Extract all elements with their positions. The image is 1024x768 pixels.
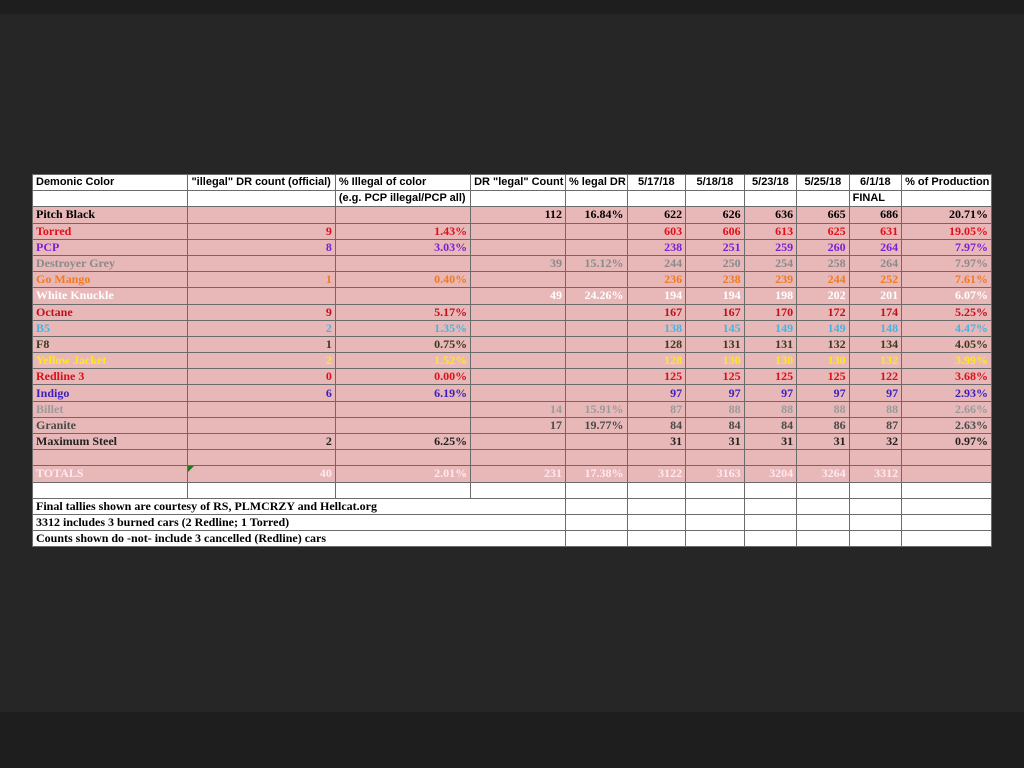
pct-legal-cell: 24.26% [565,288,627,304]
illegal-count-cell: 1 [188,336,335,352]
pct-production-cell: 5.25% [902,304,992,320]
color-name-cell: Pitch Black [33,207,188,223]
pct-production-cell [902,482,992,498]
legal-count-cell [471,353,566,369]
empty-cell [744,531,796,547]
legal-count-cell [471,272,566,288]
pct-illegal-cell: 0.75% [335,336,470,352]
note-row [33,531,992,547]
pct-legal-cell [565,239,627,255]
blank-row [33,482,992,498]
pct-production-cell [902,466,992,482]
date-4-cell: 125 [797,369,849,385]
color-name-cell: Go Mango [33,272,188,288]
illegal-count-cell: 0 [188,369,335,385]
empty-cell [797,498,849,514]
header-sub-cell [744,191,796,207]
note-text: 3312 includes 3 burned cars (2 Redline; 1 Torred) [33,514,566,530]
date-3-cell: 130 [744,353,796,369]
date-1-cell: 236 [627,272,686,288]
date-5-cell: 134 [849,336,901,352]
pct-illegal-cell [335,288,470,304]
table-row [33,320,992,336]
color-name-cell: Maximum Steel [33,434,188,450]
note-row [33,514,992,530]
table-row [33,288,992,304]
pct-illegal-cell [335,207,470,223]
date-3-cell: 3204 [744,466,796,482]
date-2-cell: 3163 [686,466,745,482]
empty-cell [849,514,901,530]
pct-illegal-cell: 3.03% [335,239,470,255]
header-sub-cell [627,191,686,207]
color-name-cell: Indigo [33,385,188,401]
legal-count-cell [471,223,566,239]
pct-illegal-cell: 1.35% [335,320,470,336]
color-name-cell: Octane [33,304,188,320]
empty-cell [744,498,796,514]
color-name-cell: Torred [33,223,188,239]
date-3-cell: 88 [744,401,796,417]
illegal-count-cell: 40 [188,466,335,482]
date-1-cell [627,482,686,498]
date-5-cell: 174 [849,304,901,320]
table-row [33,207,992,223]
illegal-count-cell: 1 [188,272,335,288]
pct-production-cell: 2.93% [902,385,992,401]
legal-count-cell: 39 [471,255,566,271]
table-body [33,175,992,547]
pct-production-cell: 19.05% [902,223,992,239]
date-5-cell: 88 [849,401,901,417]
pct-production-cell: 0.97% [902,434,992,450]
empty-cell [627,514,686,530]
pct-legal-cell: 17.38% [565,466,627,482]
header-sub-cell [471,191,566,207]
date-3-cell [744,450,796,466]
header-sub-cell [188,191,335,207]
date-2-cell: 626 [686,207,745,223]
color-name-cell: Redline 3 [33,369,188,385]
color-name-cell: TOTALS [33,466,188,482]
date-2-cell: 88 [686,401,745,417]
date-5-cell: 148 [849,320,901,336]
illegal-count-cell: 2 [188,320,335,336]
header-pct-legal: % legal DR [565,175,627,191]
date-5-cell: 264 [849,255,901,271]
date-1-cell: 244 [627,255,686,271]
pct-legal-cell [565,434,627,450]
date-3-cell [744,482,796,498]
illegal-count-cell [188,255,335,271]
date-4-cell: 31 [797,434,849,450]
date-1-cell: 128 [627,353,686,369]
date-2-cell: 251 [686,239,745,255]
empty-cell [797,514,849,530]
date-1-cell: 138 [627,320,686,336]
header-pct-illegal-sub: (e.g. PCP illegal/PCP all) [335,191,470,207]
header-date-4: 5/25/18 [797,175,849,191]
pct-illegal-cell [335,417,470,433]
date-2-cell: 238 [686,272,745,288]
date-1-cell: 238 [627,239,686,255]
pct-legal-cell [565,304,627,320]
empty-cell [565,514,627,530]
color-name-cell: Granite [33,417,188,433]
pct-production-cell: 3.68% [902,369,992,385]
legal-count-cell: 231 [471,466,566,482]
pct-production-cell: 6.07% [902,288,992,304]
pct-legal-cell [565,450,627,466]
date-3-cell: 198 [744,288,796,304]
pct-illegal-cell: 6.19% [335,385,470,401]
date-4-cell: 172 [797,304,849,320]
color-name-cell [33,450,188,466]
bottom-frame-bar [0,712,1024,768]
table-row [33,434,992,450]
header-date-1: 5/17/18 [627,175,686,191]
table-row [33,401,992,417]
demonic-color-table [32,174,992,547]
pct-legal-cell [565,369,627,385]
empty-cell [686,514,745,530]
date-4-cell: 3264 [797,466,849,482]
legal-count-cell [471,482,566,498]
header-pct-production: % of Production [902,175,992,191]
date-1-cell: 84 [627,417,686,433]
illegal-count-cell: 9 [188,304,335,320]
date-4-cell: 97 [797,385,849,401]
pct-production-cell: 2.63% [902,417,992,433]
color-name-cell: F8 [33,336,188,352]
illegal-count-cell [188,401,335,417]
table-row [33,304,992,320]
date-3-cell: 254 [744,255,796,271]
date-5-cell: 252 [849,272,901,288]
date-3-cell: 97 [744,385,796,401]
table-row [33,353,992,369]
illegal-count-cell [188,207,335,223]
color-name-cell: Yellow Jacket [33,353,188,369]
date-1-cell: 128 [627,336,686,352]
date-1-cell: 87 [627,401,686,417]
pct-legal-cell [565,385,627,401]
legal-count-cell [471,385,566,401]
header-sub-cell [686,191,745,207]
pct-illegal-cell: 5.17% [335,304,470,320]
pct-production-cell: 7.61% [902,272,992,288]
empty-cell [744,514,796,530]
pct-legal-cell: 19.77% [565,417,627,433]
legal-count-cell: 112 [471,207,566,223]
date-4-cell [797,482,849,498]
date-4-cell: 244 [797,272,849,288]
date-2-cell: 145 [686,320,745,336]
pct-production-cell: 3.99% [902,353,992,369]
date-1-cell: 194 [627,288,686,304]
legal-count-cell: 49 [471,288,566,304]
note-text: Final tallies shown are courtesy of RS, PLMCRZY and Hellcat.org [33,498,566,514]
date-1-cell: 603 [627,223,686,239]
date-5-cell: 686 [849,207,901,223]
date-5-cell: 132 [849,353,901,369]
date-3-cell: 149 [744,320,796,336]
date-4-cell: 202 [797,288,849,304]
date-4-cell: 625 [797,223,849,239]
date-4-cell: 86 [797,417,849,433]
date-2-cell: 31 [686,434,745,450]
pct-illegal-cell [335,255,470,271]
date-3-cell: 84 [744,417,796,433]
illegal-count-cell [188,450,335,466]
header-date-5-sub: FINAL [849,191,901,207]
pct-legal-cell [565,336,627,352]
header-illegal-count: "illegal" DR count (official) [188,175,335,191]
color-name-cell: PCP [33,239,188,255]
legal-count-cell [471,304,566,320]
pct-legal-cell [565,353,627,369]
date-5-cell [849,450,901,466]
date-3-cell: 636 [744,207,796,223]
date-3-cell: 31 [744,434,796,450]
empty-cell [849,531,901,547]
date-2-cell: 250 [686,255,745,271]
date-2-cell: 130 [686,353,745,369]
color-name-cell: Billet [33,401,188,417]
legal-count-cell [471,434,566,450]
date-5-cell: 3312 [849,466,901,482]
date-2-cell: 131 [686,336,745,352]
empty-cell [565,531,627,547]
empty-cell [797,531,849,547]
header-date-3: 5/23/18 [744,175,796,191]
date-5-cell: 32 [849,434,901,450]
totals-row [33,466,992,482]
pct-production-cell: 4.05% [902,336,992,352]
header-date-2: 5/18/18 [686,175,745,191]
date-5-cell: 87 [849,417,901,433]
date-1-cell: 622 [627,207,686,223]
header-date-5: 6/1/18 [849,175,901,191]
legal-count-cell [471,239,566,255]
legal-count-cell: 14 [471,401,566,417]
header-sub-cell [797,191,849,207]
date-1-cell: 125 [627,369,686,385]
illegal-count-cell: 9 [188,223,335,239]
pct-legal-cell: 15.91% [565,401,627,417]
date-4-cell: 258 [797,255,849,271]
table-row [33,223,992,239]
table-row [33,239,992,255]
legal-count-cell: 17 [471,417,566,433]
pct-legal-cell: 15.12% [565,255,627,271]
date-2-cell: 84 [686,417,745,433]
note-text: Counts shown do -not- include 3 cancelled (Redline) cars [33,531,566,547]
pct-production-cell: 20.71% [902,207,992,223]
pct-illegal-cell [335,482,470,498]
header-sub-cell [902,191,992,207]
date-2-cell: 97 [686,385,745,401]
pct-illegal-cell: 1.52% [335,353,470,369]
date-4-cell: 149 [797,320,849,336]
date-3-cell: 125 [744,369,796,385]
color-name-cell: B5 [33,320,188,336]
table-row [33,336,992,352]
pct-illegal-cell: 2.01% [335,466,470,482]
pct-production-cell: 2.66% [902,401,992,417]
header-color: Demonic Color [33,175,188,191]
table-row [33,369,992,385]
pct-production-cell [902,450,992,466]
pct-illegal-cell: 1.43% [335,223,470,239]
illegal-count-cell: 8 [188,239,335,255]
pct-legal-cell [565,223,627,239]
header-sub-cell [565,191,627,207]
illegal-count-cell: 2 [188,434,335,450]
legal-count-cell [471,336,566,352]
date-2-cell: 194 [686,288,745,304]
header-legal-count: DR "legal" Count [471,175,566,191]
date-3-cell: 131 [744,336,796,352]
date-4-cell: 665 [797,207,849,223]
illegal-count-cell [188,482,335,498]
pct-illegal-cell: 6.25% [335,434,470,450]
date-5-cell [849,482,901,498]
date-3-cell: 170 [744,304,796,320]
empty-cell [565,498,627,514]
empty-cell [627,531,686,547]
illegal-count-cell: 6 [188,385,335,401]
pct-legal-cell [565,482,627,498]
pct-legal-cell: 16.84% [565,207,627,223]
date-1-cell [627,450,686,466]
pct-illegal-cell: 0.00% [335,369,470,385]
pct-production-cell: 7.97% [902,239,992,255]
legal-count-cell [471,369,566,385]
date-3-cell: 239 [744,272,796,288]
header-pct-illegal: % Illegal of color [335,175,470,191]
illegal-count-cell: 2 [188,353,335,369]
pct-illegal-cell: 0.40% [335,272,470,288]
empty-cell [849,498,901,514]
date-3-cell: 613 [744,223,796,239]
date-4-cell: 260 [797,239,849,255]
date-2-cell: 606 [686,223,745,239]
date-4-cell: 130 [797,353,849,369]
legal-count-cell [471,320,566,336]
empty-cell [902,514,992,530]
empty-cell [686,498,745,514]
table-row [33,255,992,271]
spacer-row [33,450,992,466]
pct-production-cell: 4.47% [902,320,992,336]
pct-illegal-cell [335,450,470,466]
empty-cell [902,531,992,547]
illegal-count-cell [188,288,335,304]
date-5-cell: 97 [849,385,901,401]
header-row [33,175,992,191]
table-row [33,272,992,288]
date-1-cell: 31 [627,434,686,450]
date-4-cell [797,450,849,466]
color-name-cell: White Knuckle [33,288,188,304]
date-2-cell: 167 [686,304,745,320]
date-5-cell: 631 [849,223,901,239]
date-5-cell: 122 [849,369,901,385]
date-5-cell: 264 [849,239,901,255]
note-row [33,498,992,514]
pct-legal-cell [565,320,627,336]
empty-cell [627,498,686,514]
date-4-cell: 88 [797,401,849,417]
table-row [33,385,992,401]
illegal-count-cell [188,417,335,433]
date-2-cell [686,450,745,466]
legal-count-cell [471,450,566,466]
date-2-cell: 125 [686,369,745,385]
header-subrow [33,191,992,207]
date-2-cell [686,482,745,498]
top-frame-bar [0,0,1024,14]
header-sub-cell [33,191,188,207]
date-3-cell: 259 [744,239,796,255]
date-1-cell: 97 [627,385,686,401]
pct-legal-cell [565,272,627,288]
pct-production-cell: 7.97% [902,255,992,271]
date-1-cell: 3122 [627,466,686,482]
date-5-cell: 201 [849,288,901,304]
color-name-cell [33,482,188,498]
color-name-cell: Destroyer Grey [33,255,188,271]
empty-cell [902,498,992,514]
pct-illegal-cell [335,401,470,417]
empty-cell [686,531,745,547]
date-1-cell: 167 [627,304,686,320]
table-row [33,417,992,433]
date-4-cell: 132 [797,336,849,352]
